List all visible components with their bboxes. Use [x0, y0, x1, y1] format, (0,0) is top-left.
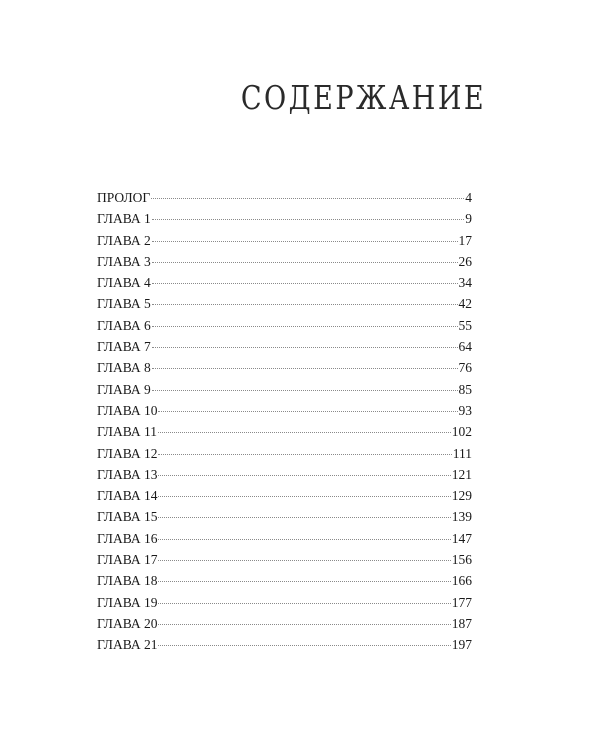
toc-entry-label: ГЛАВА 7 [97, 339, 151, 355]
toc-entry-label: ГЛАВА 21 [97, 637, 158, 653]
toc-page-number: 64 [458, 339, 472, 355]
dot-leader [158, 517, 450, 518]
toc-entry-label: ГЛАВА 11 [97, 424, 157, 440]
dot-leader [152, 241, 458, 242]
toc-entry[interactable] [97, 379, 472, 400]
dot-leader [158, 581, 450, 582]
toc-entry[interactable] [97, 485, 472, 506]
toc-entry-label: ГЛАВА 5 [97, 296, 151, 312]
toc-entry-label: ГЛАВА 3 [97, 253, 151, 269]
toc-entry-label: ГЛАВА 12 [97, 445, 158, 461]
toc-entry-label: ГЛАВА 1 [97, 211, 151, 227]
dot-leader [158, 539, 450, 540]
toc-page-number: 111 [452, 445, 472, 461]
toc-entry[interactable] [97, 634, 472, 655]
toc-page-number: 166 [451, 573, 472, 589]
toc-entry-label: ГЛАВА 2 [97, 232, 151, 248]
toc-entry[interactable] [97, 464, 472, 485]
dot-leader [152, 390, 458, 391]
toc-entry[interactable] [97, 230, 472, 251]
toc-page-number: 121 [451, 466, 472, 482]
dot-leader [152, 219, 465, 220]
dot-leader [152, 262, 458, 263]
toc-entry-label: ГЛАВА 16 [97, 530, 158, 546]
toc-page-number: 177 [451, 594, 472, 610]
toc-entry[interactable] [97, 336, 472, 357]
toc-page-number: 9 [465, 211, 472, 227]
toc-entry[interactable] [97, 421, 472, 442]
toc-entry-label: ГЛАВА 9 [97, 381, 151, 397]
table-of-contents [97, 187, 472, 656]
toc-page-number: 147 [451, 530, 472, 546]
toc-entry[interactable] [97, 293, 472, 314]
toc-entry-label: ГЛАВА 19 [97, 594, 158, 610]
toc-entry[interactable] [97, 187, 472, 208]
dot-leader [158, 454, 451, 455]
toc-entry[interactable] [97, 315, 472, 336]
dot-leader [158, 645, 450, 646]
dot-leader [158, 432, 451, 433]
toc-entry[interactable] [97, 549, 472, 570]
toc-entry-label: ГЛАВА 14 [97, 488, 158, 504]
dot-leader [158, 560, 450, 561]
toc-entry[interactable] [97, 251, 472, 272]
dot-leader [152, 304, 458, 305]
dot-leader [151, 198, 464, 199]
toc-page-number: 156 [451, 552, 472, 568]
toc-entry[interactable] [97, 272, 472, 293]
toc-entry[interactable] [97, 613, 472, 634]
toc-entry[interactable] [97, 357, 472, 378]
dot-leader [152, 347, 458, 348]
toc-entry[interactable] [97, 570, 472, 591]
dot-leader [158, 603, 450, 604]
dot-leader [158, 624, 450, 625]
toc-page-number: 139 [451, 509, 472, 525]
toc-entry[interactable] [97, 400, 472, 421]
dot-leader [158, 496, 450, 497]
toc-page-number: 55 [458, 317, 472, 333]
toc-page-number: 197 [451, 637, 472, 653]
toc-entry-label: ГЛАВА 13 [97, 466, 158, 482]
toc-entry-label: ГЛАВА 10 [97, 402, 158, 418]
toc-page-number: 187 [451, 615, 472, 631]
toc-page-number: 93 [458, 402, 472, 418]
dot-leader [152, 368, 458, 369]
toc-entry-label: ГЛАВА 17 [97, 552, 158, 568]
toc-entry-label: ГЛАВА 20 [97, 615, 158, 631]
dot-leader [158, 411, 457, 412]
dot-leader [152, 283, 458, 284]
dot-leader [152, 326, 458, 327]
toc-entry-label: ГЛАВА 6 [97, 317, 151, 333]
toc-page-number: 102 [451, 424, 472, 440]
toc-entry[interactable] [97, 506, 472, 527]
toc-entry-label: ПРОЛОГ [97, 190, 151, 205]
toc-page-number: 85 [458, 381, 472, 397]
toc-entry[interactable] [97, 592, 472, 613]
toc-entry-label: ГЛАВА 18 [97, 573, 158, 589]
page-title: СОДЕРЖАНИЕ [240, 78, 486, 117]
toc-entry-label: ГЛАВА 4 [97, 275, 151, 291]
toc-page-number: 129 [451, 488, 472, 504]
toc-page-number: 26 [458, 253, 472, 269]
toc-page-number: 42 [458, 296, 472, 312]
toc-page-number: 76 [458, 360, 472, 376]
toc-page-number: 34 [458, 275, 472, 291]
toc-entry-label: ГЛАВА 15 [97, 509, 158, 525]
toc-entry[interactable] [97, 443, 472, 464]
toc-entry-label: ГЛАВА 8 [97, 360, 151, 376]
toc-entry[interactable] [97, 528, 472, 549]
toc-entry[interactable] [97, 208, 472, 229]
toc-page-number: 4 [465, 190, 472, 205]
dot-leader [158, 475, 450, 476]
toc-page-number: 17 [458, 232, 472, 248]
